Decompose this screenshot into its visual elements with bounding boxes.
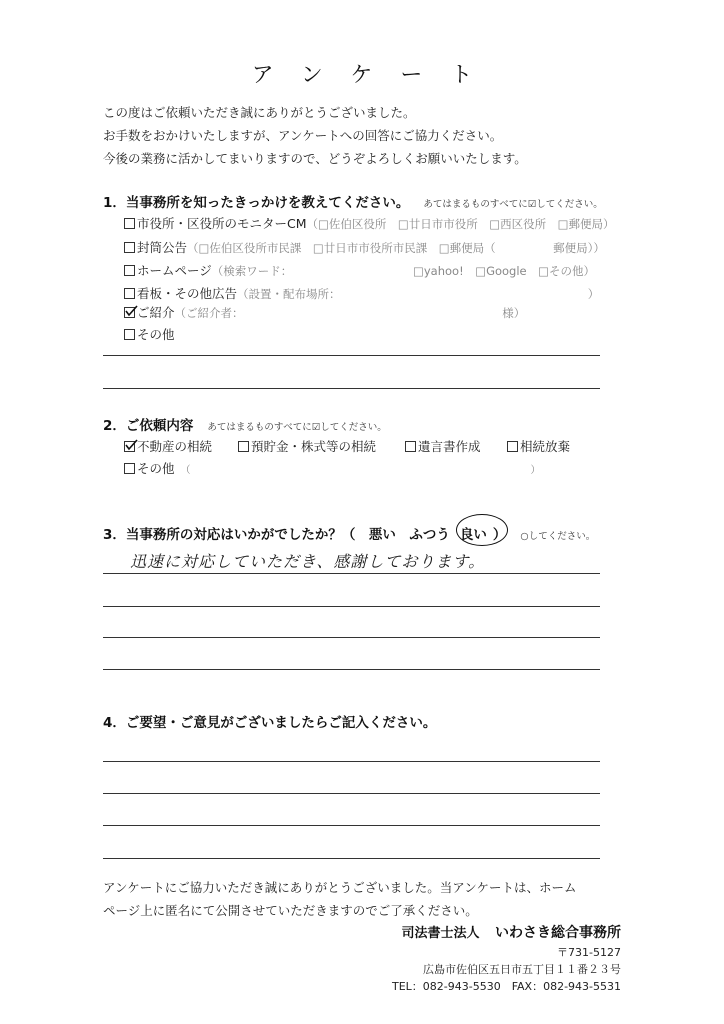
checkbox[interactable] [507,441,518,452]
checkbox[interactable] [405,441,416,452]
checkbox-checked[interactable] [124,307,135,318]
q1-option-other[interactable]: その他 [124,325,175,343]
tel-fax: TEL：082-943-5530 FAX：082-943-5531 [391,980,621,993]
q4-answer-line-1[interactable] [103,761,600,762]
selection-circle [456,514,508,546]
intro-line-1: この度はご依頼いただき誠にありがとうございました。 [103,105,416,120]
q3-heading: 3．当事務所の対応はいかがでしたか？（ 悪い ふつう 良い ） ○してください。 [103,527,596,543]
checkbox-checked[interactable] [124,441,135,452]
q1-answer-line-1[interactable] [103,355,600,356]
check-mark-icon [124,439,138,451]
firm-name: いわさき総合事務所 [495,925,621,941]
q1-option-signboard[interactable]: 看板・その他広告（設置・配布場所： ） [124,284,599,302]
q2-option-will[interactable]: 遺言書作成 [405,437,481,455]
q4-heading: 4．ご要望・ご意見がございましたらご記入ください。 [103,715,437,731]
q1-option-referral[interactable]: ご紹介（ご紹介者： 様） [124,303,525,321]
q2-option-renunciation[interactable]: 相続放棄 [507,437,570,455]
checkbox[interactable] [124,329,135,340]
footer-thanks-line-2: ページ上に匿名にて公開させていただきますのでご了承ください。 [103,903,478,918]
checkbox[interactable] [124,288,135,299]
intro-line-2: お手数をおかけいたしますが、アンケートへの回答にご協力ください。 [103,128,503,143]
q1-note: あてはまるものすべてに☑してください。 [423,199,603,210]
q1-option-envelope[interactable]: 封筒公告（□佐伯区役所市民課 □廿日市市役所市民課 □郵便局（ 郵便局）） [124,238,605,256]
q3-choice-good[interactable]: 良い [459,527,487,543]
checkbox[interactable] [238,441,249,452]
checkbox[interactable] [124,242,135,253]
q2-option-real-estate[interactable]: 不動産の相続 [124,437,212,455]
q1-heading: 1．当事務所を知ったきっかけを教えてください。 あてはまるものすべてに☑してください。 [103,195,603,211]
q1-option-monitor-cm[interactable]: 市役所・区役所のモニターCM（□佐伯区役所 □廿日市市役所 □西区役所 □郵便局） [124,214,614,232]
q2-heading: 2．ご依頼内容 あてはまるものすべてに☑してください。 [103,418,387,434]
q3-answer-line-3[interactable] [103,637,600,638]
q2-option-deposits[interactable]: 預貯金・株式等の相続 [238,437,376,455]
checkbox[interactable] [124,463,135,474]
intro-line-3: 今後の業務に活かしてまいりますので、どうぞよろしくお願いいたします。 [103,151,527,166]
page-title: アンケート [251,63,501,88]
q1-answer-line-2[interactable] [103,388,600,389]
checkbox[interactable] [124,265,135,276]
q1-option-homepage[interactable]: ホームページ（検索ワード： □yahoo! □Google □その他） [124,261,595,279]
q3-answer-line-1[interactable] [103,573,600,574]
q2-note: あてはまるものすべてに☑してください。 [207,422,387,433]
q2-option-other[interactable]: その他 （ ） [124,459,541,477]
q4-answer-line-3[interactable] [103,825,600,826]
check-mark-icon [124,305,138,317]
firm-type: 司法書士法人 [401,926,480,941]
q4-answer-line-4[interactable] [103,858,600,859]
q3-note: ○してください。 [520,531,596,542]
q3-answer-line-4[interactable] [103,669,600,670]
q4-answer-line-2[interactable] [103,793,600,794]
firm-name-block [401,922,621,942]
footer-thanks-line-1: アンケートにご協力いただき誠にありがとうございました。当アンケートは、ホーム [103,880,577,895]
q3-answer-line-2[interactable] [103,606,600,607]
postal-code: 〒731-5127 [557,946,621,959]
address: 広島市佐伯区五日市五丁目１１番２３号 [423,963,621,976]
checkbox[interactable] [124,218,135,229]
q3-handwritten-answer: 迅速に対応していただき、感謝しております。 [130,552,486,571]
